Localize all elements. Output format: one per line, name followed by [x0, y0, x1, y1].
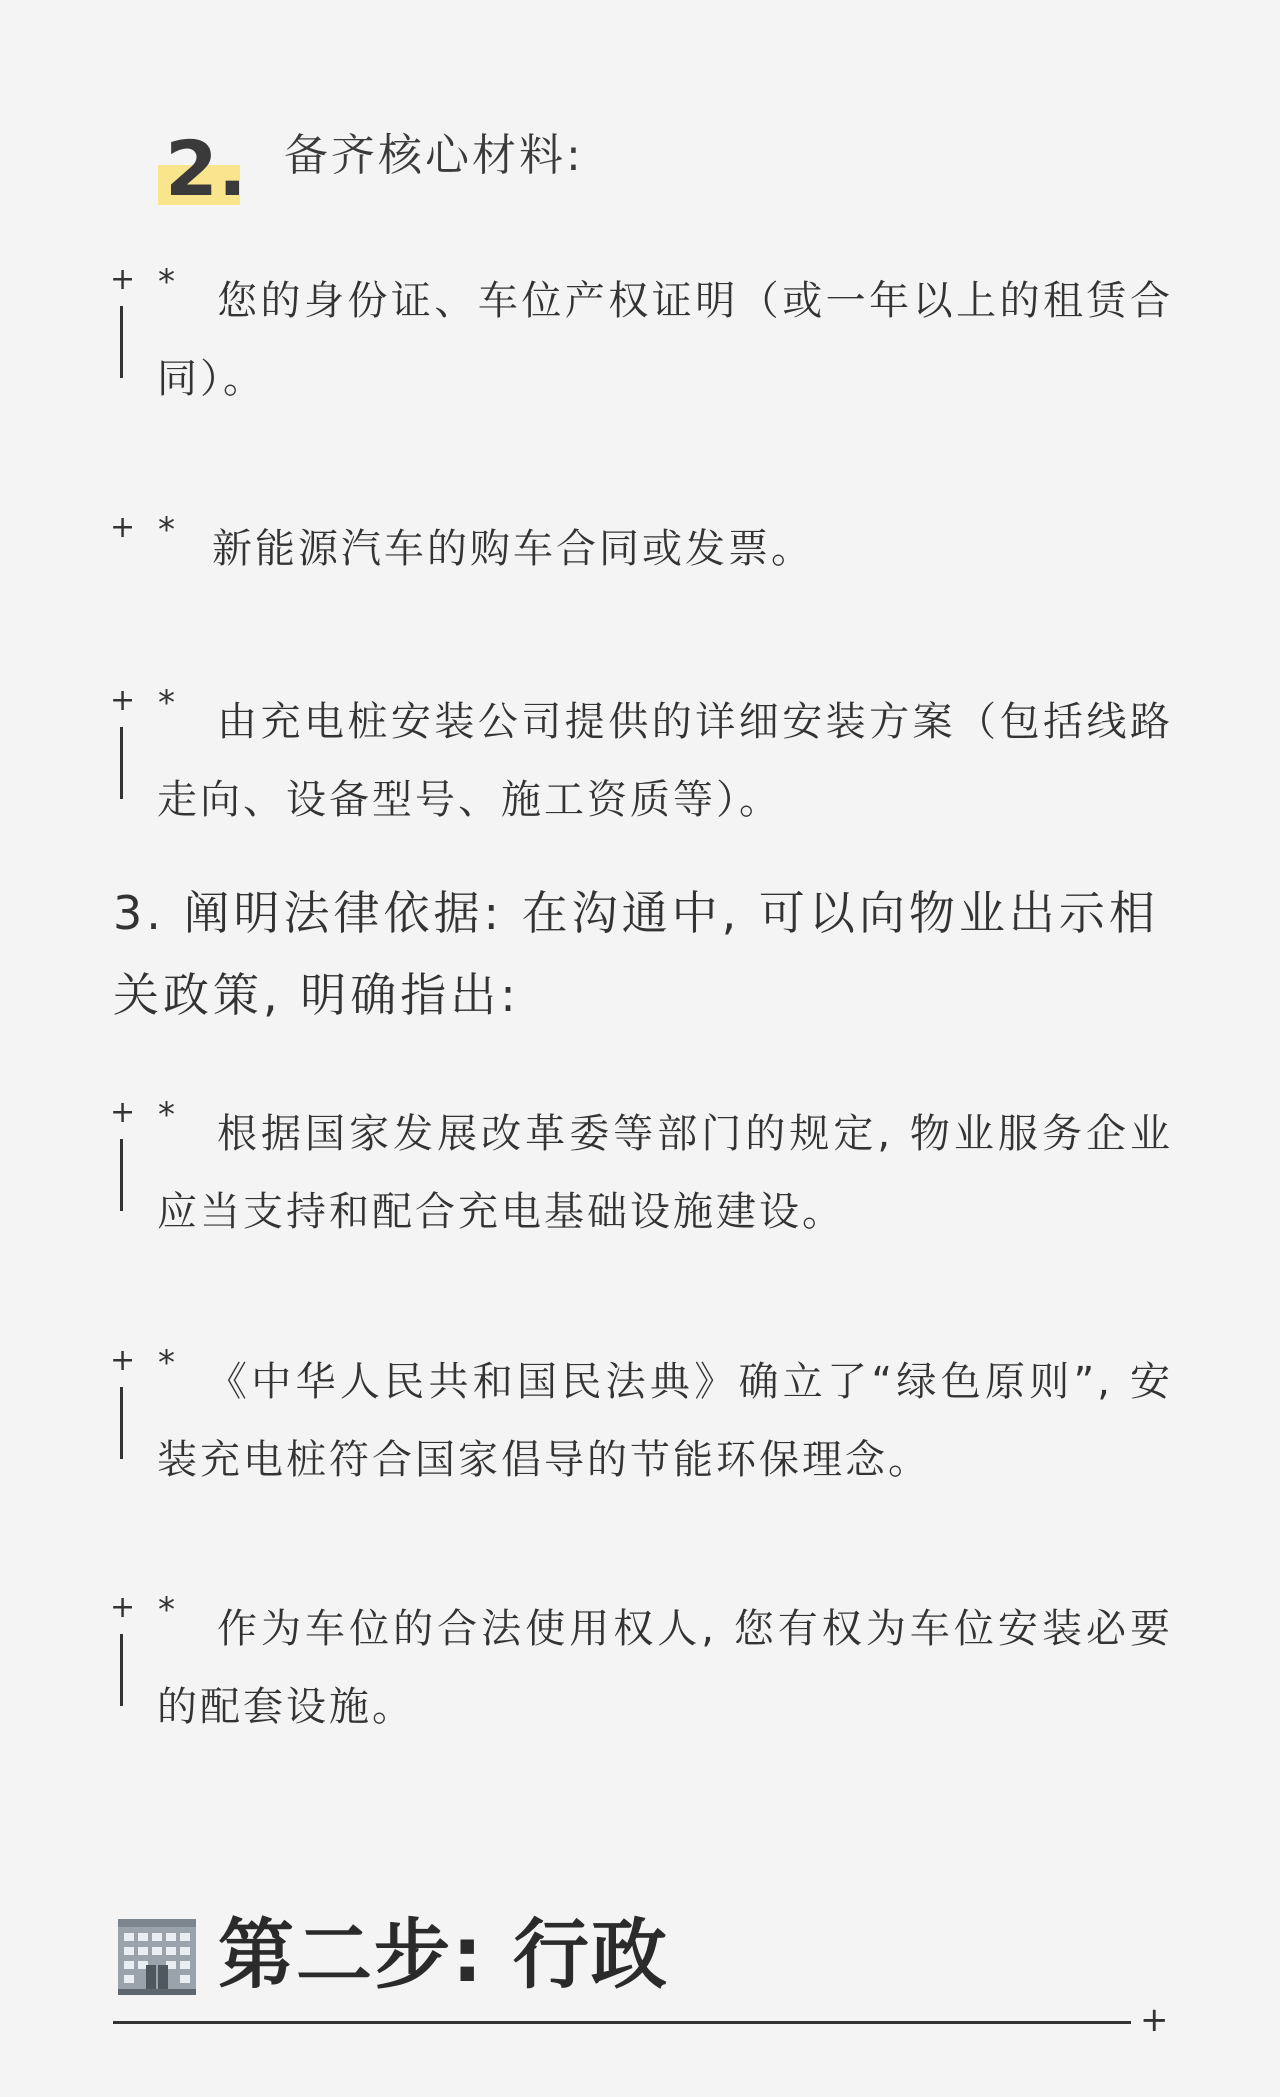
- bullet-asterisk: *: [158, 1343, 175, 1383]
- list-item-text: 《中华人民共和国民法典》确立了“绿色原则”, 安装充电桩符合国家倡导的节能环保理念。: [157, 1359, 1173, 1483]
- list-item-text: 根据国家发展改革委等部门的规定, 物业服务企业应当支持和配合充电基础设施建设。: [157, 1111, 1173, 1235]
- bullet-asterisk: *: [158, 683, 175, 723]
- bullet-asterisk: *: [158, 510, 175, 550]
- list-item-text: 由充电桩安装公司提供的详细安装方案（包括线路走向、设备型号、施工资质等）。: [157, 699, 1173, 823]
- office-building-icon: [116, 1915, 198, 1997]
- vertical-bar: [120, 727, 123, 799]
- vertical-bar: [120, 306, 123, 378]
- list-item-text: 新能源汽车的购车合同或发票。: [212, 526, 814, 572]
- bullet-asterisk: *: [158, 1095, 175, 1135]
- list-item-text: 您的身份证、车位产权证明（或一年以上的租赁合同）。: [157, 278, 1173, 402]
- plus-marker: +: [110, 1590, 136, 1625]
- vertical-bar: [120, 1139, 123, 1211]
- heading-rule: [113, 2021, 1131, 2024]
- section-number: 2.: [165, 124, 247, 213]
- plus-marker: +: [110, 1095, 136, 1130]
- plus-marker: +: [110, 1343, 136, 1378]
- section-title: 备齐核心材料:: [284, 130, 584, 181]
- step-heading: 第二步: 行政: [218, 1910, 669, 1999]
- plus-marker: +: [110, 262, 136, 297]
- vertical-bar: [120, 1387, 123, 1459]
- bullet-asterisk: *: [158, 1590, 175, 1630]
- vertical-bar: [120, 1634, 123, 1706]
- list-item-text: 作为车位的合法使用权人, 您有权为车位安装必要的配套设施。: [157, 1606, 1173, 1730]
- rule-plus-marker: +: [1140, 2000, 1169, 2040]
- section-paragraph: 3. 阐明法律依据: 在沟通中, 可以向物业出示相关政策, 明确指出:: [113, 886, 1159, 1022]
- bullet-asterisk: *: [158, 262, 175, 302]
- plus-marker: +: [110, 683, 136, 718]
- plus-marker: +: [110, 510, 136, 545]
